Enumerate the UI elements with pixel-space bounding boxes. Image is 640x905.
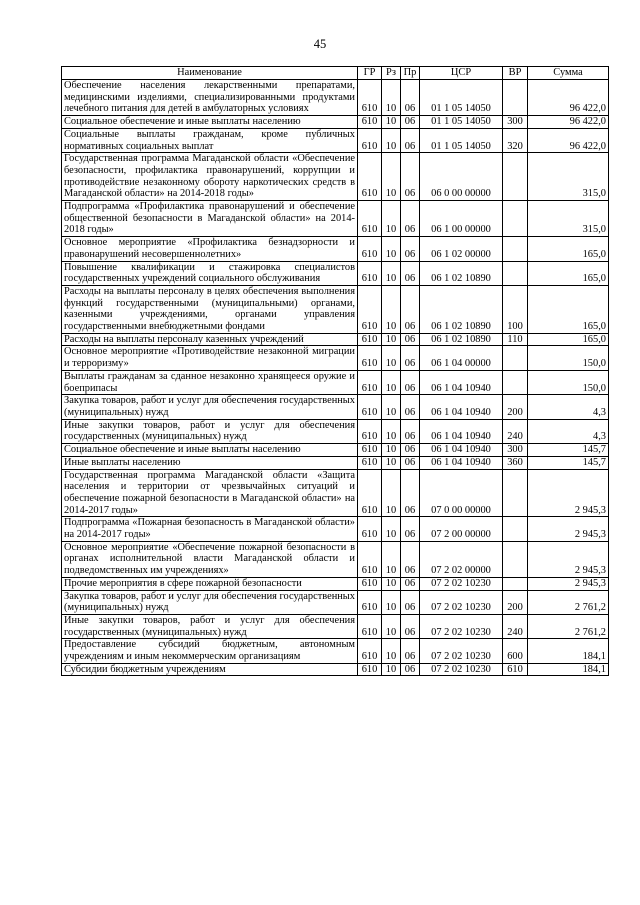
- cell-pr: 06: [401, 370, 420, 394]
- cell-pr: 06: [401, 285, 420, 333]
- page-number: 45: [313, 37, 327, 51]
- cell-gr: 610: [358, 456, 382, 469]
- cell-sum: 2 761,2: [528, 590, 609, 614]
- table-row: [62, 237, 609, 261]
- cell-pr: 06: [401, 419, 420, 443]
- cell-gr: 610: [358, 285, 382, 333]
- cell-csr: 07 2 02 10230: [420, 590, 503, 614]
- cell-csr: 06 1 02 10890: [420, 261, 503, 285]
- cell-name: Социальное обеспечение и иные выплаты населению: [62, 116, 358, 129]
- cell-name: Расходы на выплаты персоналу в целях обеспечения выполнения функций государственными (муниципальными) органами, казенными учреждениями, органами управления государственными внебюджетными фондами: [62, 285, 358, 333]
- cell-pr: 06: [401, 80, 420, 116]
- cell-vr: 300: [503, 116, 528, 129]
- cell-vr: [503, 237, 528, 261]
- cell-vr: [503, 469, 528, 517]
- cell-pr: 06: [401, 346, 420, 370]
- cell-sum: 165,0: [528, 333, 609, 346]
- cell-sum: 4,3: [528, 419, 609, 443]
- cell-rz: 10: [382, 577, 401, 590]
- cell-sum: 145,7: [528, 456, 609, 469]
- cell-sum: 2 945,3: [528, 577, 609, 590]
- cell-name: Подпрограмма «Пожарная безопасность в Магаданской области» на 2014-2017 годы»: [62, 517, 358, 541]
- cell-pr: 06: [401, 395, 420, 419]
- cell-gr: 610: [358, 128, 382, 152]
- cell-gr: 610: [358, 237, 382, 261]
- table-row: [62, 395, 609, 419]
- cell-vr: 360: [503, 456, 528, 469]
- cell-name: Основное мероприятие «Профилактика безнадзорности и правонарушений несовершеннолетних»: [62, 237, 358, 261]
- cell-vr: 610: [503, 663, 528, 676]
- cell-sum: 2 945,3: [528, 517, 609, 541]
- table-header-row: [62, 67, 609, 80]
- cell-sum: 96 422,0: [528, 128, 609, 152]
- cell-vr: 100: [503, 285, 528, 333]
- cell-sum: 150,0: [528, 346, 609, 370]
- header-vr: ВР: [503, 67, 528, 80]
- cell-csr: 06 1 00 00000: [420, 201, 503, 237]
- cell-name: Иные закупки товаров, работ и услуг для обеспечения государственных (муниципальных) нужд: [62, 419, 358, 443]
- cell-sum: 165,0: [528, 261, 609, 285]
- cell-csr: 06 1 02 10890: [420, 333, 503, 346]
- cell-vr: 200: [503, 590, 528, 614]
- cell-pr: 06: [401, 517, 420, 541]
- cell-vr: [503, 370, 528, 394]
- cell-rz: 10: [382, 590, 401, 614]
- table-row: [62, 469, 609, 517]
- cell-csr: 01 1 05 14050: [420, 116, 503, 129]
- cell-pr: 06: [401, 116, 420, 129]
- cell-vr: [503, 80, 528, 116]
- cell-rz: 10: [382, 517, 401, 541]
- cell-sum: 315,0: [528, 201, 609, 237]
- table-row: [62, 128, 609, 152]
- cell-vr: 240: [503, 419, 528, 443]
- table-row: [62, 261, 609, 285]
- cell-rz: 10: [382, 663, 401, 676]
- cell-pr: 06: [401, 333, 420, 346]
- cell-csr: 06 1 04 10940: [420, 395, 503, 419]
- cell-pr: 06: [401, 541, 420, 577]
- cell-rz: 10: [382, 395, 401, 419]
- table-row: [62, 614, 609, 638]
- cell-sum: 184,1: [528, 663, 609, 676]
- cell-csr: 07 2 02 10230: [420, 577, 503, 590]
- cell-pr: 06: [401, 639, 420, 663]
- table-row: [62, 201, 609, 237]
- cell-gr: 610: [358, 261, 382, 285]
- cell-vr: 240: [503, 614, 528, 638]
- cell-gr: 610: [358, 333, 382, 346]
- header-csr: ЦСР: [420, 67, 503, 80]
- budget-table: [61, 66, 609, 676]
- cell-gr: 610: [358, 419, 382, 443]
- cell-pr: 06: [401, 577, 420, 590]
- table-row: [62, 663, 609, 676]
- cell-name: Подпрограмма «Профилактика правонарушений и обеспечение общественной безопасности в Магаданской области» на 2014-2018 годы»: [62, 201, 358, 237]
- table-row: [62, 116, 609, 129]
- cell-name: Закупка товаров, работ и услуг для обеспечения государственных (муниципальных) нужд: [62, 590, 358, 614]
- cell-vr: [503, 346, 528, 370]
- cell-rz: 10: [382, 370, 401, 394]
- cell-name: Повышение квалификации и стажировка специалистов государственных учреждений социального обслуживания: [62, 261, 358, 285]
- cell-rz: 10: [382, 444, 401, 457]
- cell-rz: 10: [382, 541, 401, 577]
- cell-gr: 610: [358, 590, 382, 614]
- table-row: [62, 590, 609, 614]
- cell-gr: 610: [358, 517, 382, 541]
- cell-vr: 300: [503, 444, 528, 457]
- cell-vr: [503, 153, 528, 201]
- table-row: [62, 370, 609, 394]
- cell-name: Государственная программа Магаданской области «Обеспечение безопасности, профилактика правонарушений, коррупции и противодействие незаконному обороту наркотических средств в Магаданской области» на 2014-2018 годы»: [62, 153, 358, 201]
- cell-csr: 06 1 02 00000: [420, 237, 503, 261]
- cell-name: Социальные выплаты гражданам, кроме публичных нормативных социальных выплат: [62, 128, 358, 152]
- cell-csr: 01 1 05 14050: [420, 80, 503, 116]
- cell-gr: 610: [358, 639, 382, 663]
- cell-csr: 01 1 05 14050: [420, 128, 503, 152]
- cell-name: Социальное обеспечение и иные выплаты населению: [62, 444, 358, 457]
- cell-csr: 06 1 04 10940: [420, 444, 503, 457]
- cell-sum: 165,0: [528, 285, 609, 333]
- cell-gr: 610: [358, 395, 382, 419]
- cell-sum: 2 761,2: [528, 614, 609, 638]
- cell-name: Государственная программа Магаданской области «Защита населения и территории от чрезвычайных ситуаций и обеспечение пожарной безопасности в Магаданской области» на 2014-2017 годы»: [62, 469, 358, 517]
- cell-vr: [503, 577, 528, 590]
- table-row: [62, 419, 609, 443]
- table-row: [62, 639, 609, 663]
- cell-rz: 10: [382, 456, 401, 469]
- cell-sum: 2 945,3: [528, 541, 609, 577]
- cell-gr: 610: [358, 153, 382, 201]
- cell-rz: 10: [382, 333, 401, 346]
- cell-pr: 06: [401, 663, 420, 676]
- cell-pr: 06: [401, 614, 420, 638]
- header-pr: Пр: [401, 67, 420, 80]
- cell-sum: 96 422,0: [528, 116, 609, 129]
- cell-name: Предоставление субсидий бюджетным, автономным учреждениям и иным некоммерческим организациям: [62, 639, 358, 663]
- cell-vr: 600: [503, 639, 528, 663]
- table-row: [62, 517, 609, 541]
- cell-rz: 10: [382, 128, 401, 152]
- cell-name: Выплаты гражданам за сданное незаконно хранящееся оружие и боеприпасы: [62, 370, 358, 394]
- cell-vr: [503, 201, 528, 237]
- cell-rz: 10: [382, 285, 401, 333]
- cell-sum: 165,0: [528, 237, 609, 261]
- cell-rz: 10: [382, 346, 401, 370]
- cell-csr: 07 2 02 10230: [420, 663, 503, 676]
- cell-pr: 06: [401, 456, 420, 469]
- cell-csr: 06 1 04 00000: [420, 346, 503, 370]
- cell-pr: 06: [401, 261, 420, 285]
- cell-pr: 06: [401, 128, 420, 152]
- cell-csr: 07 2 02 10230: [420, 639, 503, 663]
- cell-sum: 184,1: [528, 639, 609, 663]
- cell-pr: 06: [401, 201, 420, 237]
- table-row: [62, 285, 609, 333]
- cell-rz: 10: [382, 639, 401, 663]
- table-row: [62, 444, 609, 457]
- cell-pr: 06: [401, 469, 420, 517]
- cell-name: Иные закупки товаров, работ и услуг для обеспечения государственных (муниципальных) нужд: [62, 614, 358, 638]
- header-sum: Сумма: [528, 67, 609, 80]
- cell-csr: 07 2 02 00000: [420, 541, 503, 577]
- header-gr: ГР: [358, 67, 382, 80]
- cell-rz: 10: [382, 201, 401, 237]
- cell-rz: 10: [382, 237, 401, 261]
- cell-sum: 4,3: [528, 395, 609, 419]
- cell-name: Расходы на выплаты персоналу казенных учреждений: [62, 333, 358, 346]
- cell-csr: 07 2 02 10230: [420, 614, 503, 638]
- table-row: [62, 541, 609, 577]
- cell-rz: 10: [382, 261, 401, 285]
- cell-csr: 07 0 00 00000: [420, 469, 503, 517]
- table-row: [62, 80, 609, 116]
- cell-vr: 110: [503, 333, 528, 346]
- cell-gr: 610: [358, 346, 382, 370]
- cell-vr: 320: [503, 128, 528, 152]
- cell-vr: [503, 261, 528, 285]
- cell-gr: 610: [358, 80, 382, 116]
- cell-gr: 610: [358, 201, 382, 237]
- header-name: Наименование: [62, 67, 358, 80]
- cell-rz: 10: [382, 469, 401, 517]
- cell-name: Субсидии бюджетным учреждениям: [62, 663, 358, 676]
- cell-pr: 06: [401, 153, 420, 201]
- cell-gr: 610: [358, 577, 382, 590]
- cell-gr: 610: [358, 444, 382, 457]
- cell-sum: 145,7: [528, 444, 609, 457]
- cell-csr: 07 2 00 00000: [420, 517, 503, 541]
- cell-rz: 10: [382, 614, 401, 638]
- cell-pr: 06: [401, 237, 420, 261]
- cell-gr: 610: [358, 370, 382, 394]
- table-row: [62, 333, 609, 346]
- cell-vr: 200: [503, 395, 528, 419]
- cell-gr: 610: [358, 614, 382, 638]
- table-row: [62, 456, 609, 469]
- cell-vr: [503, 541, 528, 577]
- cell-vr: [503, 517, 528, 541]
- cell-name: Закупка товаров, работ и услуг для обеспечения государственных (муниципальных) нужд: [62, 395, 358, 419]
- cell-rz: 10: [382, 153, 401, 201]
- cell-csr: 06 1 04 10940: [420, 370, 503, 394]
- cell-gr: 610: [358, 116, 382, 129]
- cell-csr: 06 1 04 10940: [420, 456, 503, 469]
- cell-csr: 06 1 04 10940: [420, 419, 503, 443]
- table-body: [62, 80, 609, 676]
- cell-name: Иные выплаты населению: [62, 456, 358, 469]
- table-row: [62, 346, 609, 370]
- cell-name: Прочие мероприятия в сфере пожарной безопасности: [62, 577, 358, 590]
- cell-rz: 10: [382, 80, 401, 116]
- cell-sum: 2 945,3: [528, 469, 609, 517]
- cell-rz: 10: [382, 116, 401, 129]
- cell-name: Обеспечение населения лекарственными препаратами, медицинскими изделиями, специализированными продуктами лечебного питания для детей в амбулаторных условиях: [62, 80, 358, 116]
- cell-gr: 610: [358, 469, 382, 517]
- cell-sum: 150,0: [528, 370, 609, 394]
- table-row: [62, 153, 609, 201]
- cell-name: Основное мероприятие «Противодействие незаконной миграции и терроризму»: [62, 346, 358, 370]
- cell-sum: 96 422,0: [528, 80, 609, 116]
- cell-name: Основное мероприятие «Обеспечение пожарной безопасности в органах исполнительной власти Магаданской области и подведомственных им учреждениях»: [62, 541, 358, 577]
- cell-pr: 06: [401, 590, 420, 614]
- cell-pr: 06: [401, 444, 420, 457]
- header-rz: Рз: [382, 67, 401, 80]
- cell-sum: 315,0: [528, 153, 609, 201]
- cell-csr: 06 0 00 00000: [420, 153, 503, 201]
- cell-csr: 06 1 02 10890: [420, 285, 503, 333]
- cell-rz: 10: [382, 419, 401, 443]
- cell-gr: 610: [358, 541, 382, 577]
- cell-gr: 610: [358, 663, 382, 676]
- table-row: [62, 577, 609, 590]
